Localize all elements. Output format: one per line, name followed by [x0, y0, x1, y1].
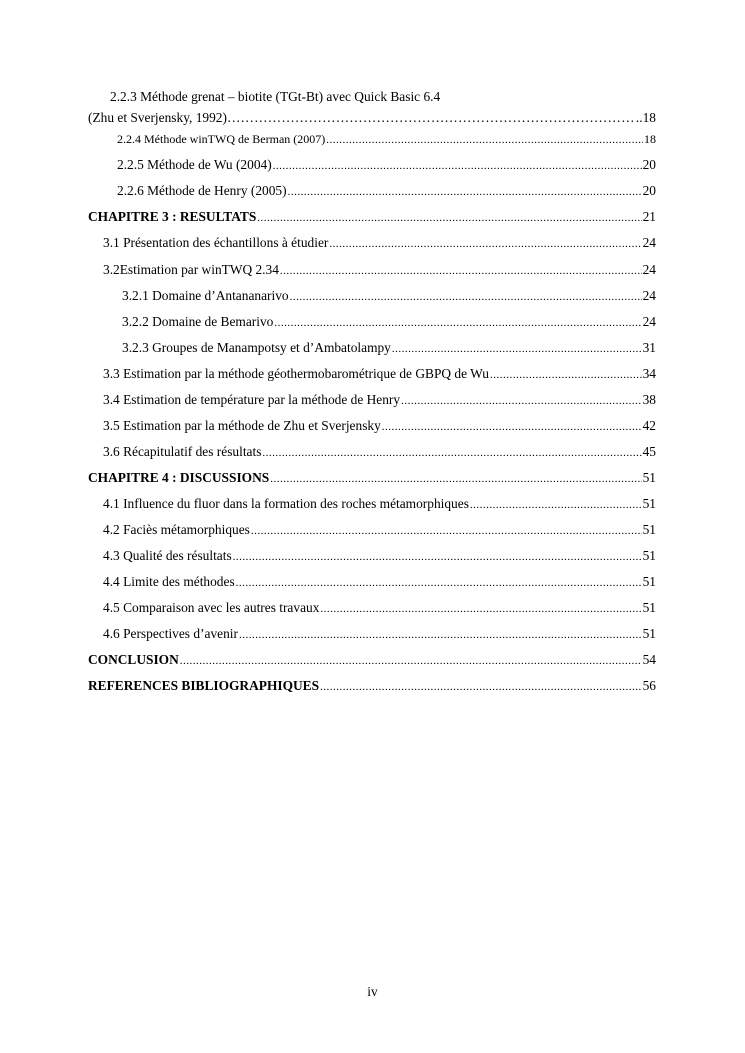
toc-entry-text: CONCLUSION: [88, 652, 179, 667]
toc-leader-dots: [329, 236, 641, 253]
toc-entry-page: 24: [642, 235, 656, 250]
toc-entry-223-continuation: [88, 110, 656, 126]
toc-leader-dots: [392, 341, 642, 358]
toc-entry-223-page: ..18: [635, 110, 656, 125]
toc-entry-page: 31: [642, 340, 656, 355]
toc-leader-dots: [257, 210, 641, 227]
toc-entry-text: 3.6 Récapitulatif des résultats: [103, 444, 262, 459]
toc-entry-text: 2.2.4 Méthode winTWQ de Berman (2007): [117, 132, 326, 146]
toc-entry-page: 56: [642, 678, 656, 693]
toc-entry-text: 3.2.2 Domaine de Bemarivo: [122, 314, 274, 329]
toc-entry: [103, 547, 656, 566]
toc-chapter-entry: [88, 469, 656, 488]
toc-entry: [103, 599, 656, 618]
toc-entry-text: CHAPITRE 4 : DISCUSSIONS: [88, 470, 270, 485]
toc-entry-text: 3.5 Estimation par la méthode de Zhu et Sverjensky: [103, 418, 381, 433]
toc-entry-text: 3.1 Présentation des échantillons à étudier: [103, 235, 329, 250]
toc-entry: [103, 417, 656, 436]
toc-entry-text: 4.2 Faciès métamorphiques: [103, 522, 250, 537]
toc-leader-dots: [490, 367, 642, 384]
toc-entry-page: 51: [642, 522, 656, 537]
toc-leader-dots: [274, 315, 641, 332]
toc-entry-text: 3.3 Estimation par la méthode géothermobarométrique de GBPQ de Wu: [103, 366, 489, 381]
toc-entry-page: 34: [642, 366, 656, 381]
toc-leader-dots: [270, 471, 641, 488]
toc-leader-dots: [236, 575, 642, 592]
toc-entry: [122, 313, 656, 332]
toc-entry-page: 24: [642, 262, 656, 277]
toc-leader-dots: [239, 627, 642, 644]
toc-entry-text: 2.2.6 Méthode de Henry (2005): [117, 183, 287, 198]
toc-leader-dots: [288, 184, 642, 201]
toc-entry-page: 21: [642, 209, 656, 224]
toc-entry-page: 24: [642, 314, 656, 329]
toc-entry: [117, 131, 656, 149]
toc-entry-page: 51: [642, 626, 656, 641]
toc-leader-dots: [290, 289, 642, 306]
toc-entry-page: 51: [642, 600, 656, 615]
toc-entry-page: 51: [642, 574, 656, 589]
toc-entry-page: 20: [642, 157, 656, 172]
toc-entry: [103, 495, 656, 514]
toc-entry: [103, 234, 656, 253]
toc-entry: [103, 365, 656, 384]
toc-entry-text: CHAPITRE 3 : RESULTATS: [88, 209, 257, 224]
toc-leader-dots: [227, 110, 636, 126]
toc-entry: [117, 156, 656, 175]
toc-entry-text: 4.6 Perspectives d’avenir: [103, 626, 238, 641]
toc-leader-dots: [382, 419, 642, 436]
toc-entry-page: 51: [642, 496, 656, 511]
toc-entry-page: 42: [642, 418, 656, 433]
toc-entry: [103, 261, 656, 280]
toc-leader-dots: [233, 549, 642, 566]
toc-entry-223-title: 2.2.3 Méthode grenat – biotite (TGt-Bt) avec Quick Basic 6.4: [110, 89, 441, 104]
toc-entry-page: 24: [642, 288, 656, 303]
toc-entry: [117, 182, 656, 201]
toc-entry: [103, 521, 656, 540]
toc-entry-page: 51: [642, 470, 656, 485]
toc-leader-dots: [320, 601, 641, 618]
toc-entry-page: 54: [642, 652, 656, 667]
toc-entry-page: 38: [642, 392, 656, 407]
toc-entry: [122, 339, 656, 358]
toc-entry-text: 2.2.5 Méthode de Wu (2004): [117, 157, 272, 172]
toc-entry-text: 4.3 Qualité des résultats: [103, 548, 232, 563]
toc-leader-dots: [280, 263, 642, 280]
toc-leader-dots: [262, 445, 641, 462]
toc-entry: [103, 391, 656, 410]
toc-leader-dots: [470, 497, 642, 514]
toc-entry: [103, 443, 656, 462]
page-number: iv: [367, 984, 378, 999]
toc-leader-dots: [326, 132, 643, 149]
toc-entry-text: 4.1 Influence du fluor dans la formation des roches métamorphiques: [103, 496, 469, 511]
toc-entry-text: 4.4 Limite des méthodes: [103, 574, 235, 589]
toc-entry-text: 4.5 Comparaison avec les autres travaux: [103, 600, 320, 615]
toc-entry: [122, 287, 656, 306]
toc-chapter-entry: [88, 651, 656, 670]
toc-entry: [103, 625, 656, 644]
toc-leader-dots: [180, 653, 642, 670]
toc-entry-page: 51: [642, 548, 656, 563]
toc-entry: [103, 573, 656, 592]
toc-entry-text: 3.2.3 Groupes de Manampotsy et d’Ambatolampy: [122, 340, 391, 355]
toc-entry-text: 3.2Estimation par winTWQ 2.34: [103, 262, 279, 277]
toc-leader-dots: [273, 158, 642, 175]
toc-leader-dots: [401, 393, 642, 410]
toc-entry-223-text: (Zhu et Sverjensky, 1992): [88, 110, 227, 125]
toc-chapter-entry: [88, 677, 656, 696]
toc-entry-text: 3.4 Estimation de température par la méthode de Henry: [103, 392, 401, 407]
toc-chapter-entry: [88, 208, 656, 227]
toc-entry-page: 45: [642, 444, 656, 459]
toc-entry-text: REFERENCES BIBLIOGRAPHIQUES: [88, 678, 320, 693]
toc-entry-text: 3.2.1 Domaine d’Antananarivo: [122, 288, 289, 303]
toc-leader-dots: [251, 523, 642, 540]
toc-leader-dots: [320, 679, 642, 696]
toc-entry-page: 20: [642, 183, 656, 198]
toc-entry-page: 18: [644, 132, 656, 146]
